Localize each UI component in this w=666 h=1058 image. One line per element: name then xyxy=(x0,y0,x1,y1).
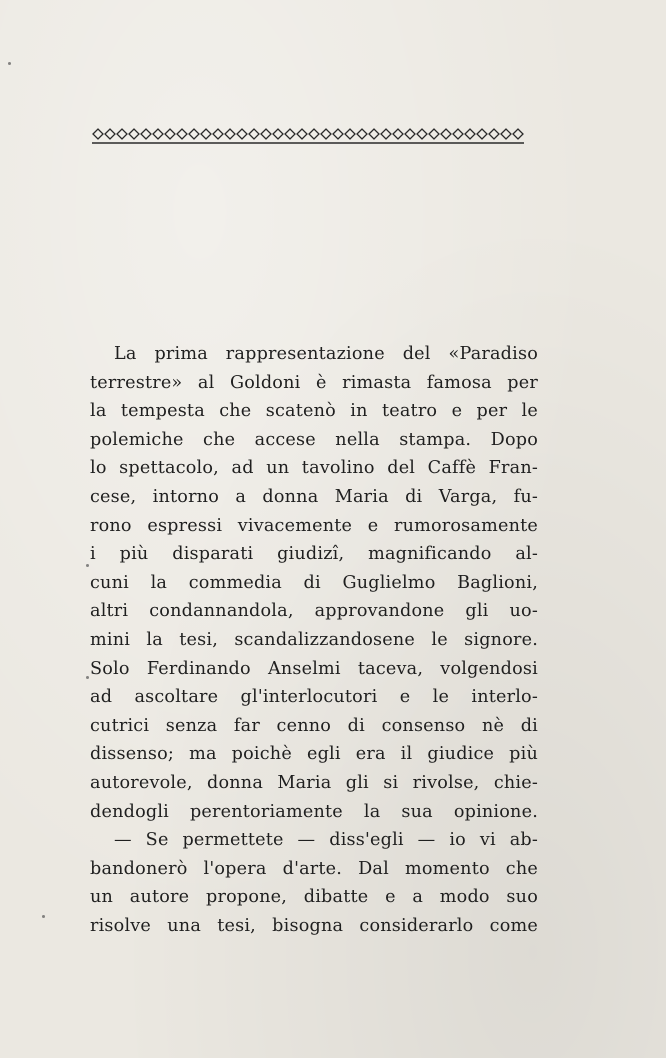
ornament-diamond xyxy=(153,129,163,139)
ornament-diamond xyxy=(513,129,523,139)
text-line: terrestre» al Goldoni è rimasta famosa per xyxy=(90,372,538,393)
ornament-diamond xyxy=(93,129,103,139)
ornament-diamond xyxy=(501,129,511,139)
ornament-diamond xyxy=(429,129,439,139)
text-line: ad ascoltare gl'interlocutori e le interlo- xyxy=(90,687,538,708)
text-line: rono espressi vivacemente e rumorosamente xyxy=(90,515,538,536)
ornament-diamond xyxy=(405,129,415,139)
decorative-border-ornament xyxy=(92,125,524,147)
print-speck xyxy=(86,564,89,567)
text-line: Solo Ferdinando Anselmi taceva, volgendosi xyxy=(90,658,538,679)
ornament-diamond xyxy=(321,129,331,139)
print-speck xyxy=(86,676,89,679)
text-line: un autore propone, dibatte e a modo suo xyxy=(90,887,538,908)
text-line: mini la tesi, scandalizzandosene le signore. xyxy=(90,629,538,650)
ornament-diamond xyxy=(489,129,499,139)
ornament-diamond xyxy=(141,129,151,139)
ornament-diamond xyxy=(333,129,343,139)
text-line: bandonerò l'opera d'arte. Dal momento che xyxy=(90,858,538,879)
ornament-diamond xyxy=(189,129,199,139)
ornament-diamond xyxy=(297,129,307,139)
ornament-diamond xyxy=(357,129,367,139)
ornament-diamond xyxy=(225,129,235,139)
ornament-diamond xyxy=(261,129,271,139)
paragraph-text xyxy=(90,340,538,940)
ornament-diamond xyxy=(453,129,463,139)
ornament-diamond xyxy=(129,129,139,139)
text-line: dendogli perentoriamente la sua opinione. xyxy=(90,801,538,822)
ornament-diamond xyxy=(369,129,379,139)
ornament-diamond xyxy=(345,129,355,139)
ornament-diamond xyxy=(477,129,487,139)
text-line: altri condannandola, approvandone gli uo- xyxy=(90,601,538,622)
text-line: cese, intorno a donna Maria di Varga, fu- xyxy=(90,486,538,507)
print-speck xyxy=(42,915,45,918)
ornament-diamond xyxy=(213,129,223,139)
ornament-diamond xyxy=(417,129,427,139)
text-line: i più disparati giudizî, magnificando al- xyxy=(90,544,538,565)
text-line: — Se permettete — diss'egli — io vi ab- xyxy=(114,830,538,851)
text-line: lo spettacolo, ad un tavolino del Caffè Fran- xyxy=(90,458,538,479)
text-line: la tempesta che scatenò in teatro e per le xyxy=(90,401,538,422)
ornament-diamond xyxy=(309,129,319,139)
ornament-diamond xyxy=(249,129,259,139)
ornament-diamond xyxy=(381,129,391,139)
ornament-diamond xyxy=(117,129,127,139)
ornament-diamond xyxy=(177,129,187,139)
text-line: La prima rappresentazione del «Paradiso xyxy=(114,344,538,364)
text-line: autorevole, donna Maria gli si rivolse, chie- xyxy=(90,772,538,793)
text-line: risolve una tesi, bisogna considerarlo come xyxy=(90,915,538,936)
text-line: cutrici senza far cenno di consenso nè di xyxy=(90,715,538,736)
print-speck xyxy=(8,62,11,65)
text-line: dissenso; ma poichè egli era il giudice più xyxy=(90,744,538,765)
text-line: cuni la commedia di Guglielmo Baglioni, xyxy=(90,572,538,593)
ornament-diamond xyxy=(237,129,247,139)
ornament-diamond xyxy=(441,129,451,139)
ornament-diamond xyxy=(165,129,175,139)
ornament-diamond xyxy=(105,129,115,139)
ornament-diamond xyxy=(465,129,475,139)
ornament-diamond xyxy=(273,129,283,139)
text-line: polemiche che accese nella stampa. Dopo xyxy=(90,429,538,450)
ornament-diamond xyxy=(285,129,295,139)
ornament-diamond xyxy=(201,129,211,139)
ornament-diamond xyxy=(393,129,403,139)
